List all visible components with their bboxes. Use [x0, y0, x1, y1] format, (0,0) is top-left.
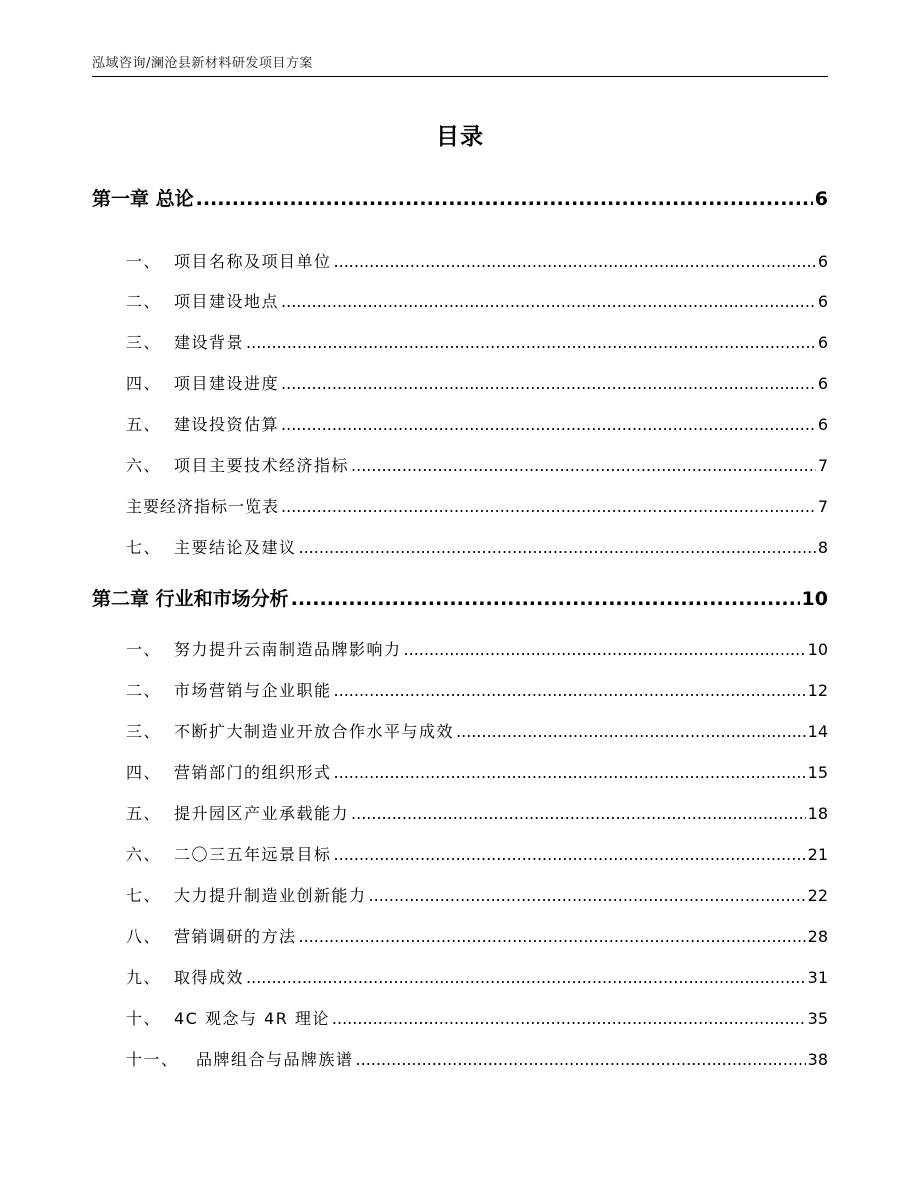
- toc-item[interactable]: [126, 535, 828, 558]
- toc-item[interactable]: [126, 965, 828, 988]
- toc-item-label: 建设背景: [174, 333, 245, 352]
- toc-item[interactable]: [126, 494, 828, 517]
- toc-page-number: 21: [807, 845, 828, 864]
- toc-item[interactable]: [126, 760, 828, 783]
- toc-item-label: 营销部门的组织形式: [174, 763, 332, 782]
- toc-item[interactable]: [126, 1006, 828, 1029]
- dot-leader: [356, 1050, 806, 1069]
- toc-item-label: 取得成效: [174, 968, 245, 987]
- dot-leader: [281, 415, 816, 434]
- dot-leader: [246, 333, 816, 352]
- dot-leader: [404, 640, 806, 659]
- toc-item[interactable]: [126, 719, 828, 742]
- page-header: 泓域咨询/澜沧县新材料研发项目方案: [92, 56, 313, 71]
- toc-item[interactable]: [126, 330, 828, 353]
- dot-leader: [456, 722, 806, 741]
- toc-page-number: 31: [807, 968, 828, 987]
- dot-leader: [334, 763, 806, 782]
- toc-chapter-label: 第二章 行业和市场分析: [92, 588, 289, 610]
- toc-page-number: 38: [807, 1050, 828, 1069]
- toc-item-label: 项目建设进度: [174, 374, 280, 393]
- dot-leader: [334, 681, 806, 700]
- toc-item-label: 项目名称及项目单位: [174, 252, 332, 271]
- toc-item[interactable]: [126, 289, 828, 312]
- toc-item-label: 4C 观念与 4R 理论: [174, 1009, 330, 1028]
- dot-leader: [281, 497, 816, 516]
- toc-page-number: 15: [807, 763, 828, 782]
- dot-leader: [196, 188, 813, 210]
- toc-item[interactable]: [126, 801, 828, 824]
- toc-item-number: 十、: [126, 1009, 162, 1028]
- toc-item-number: 九、: [126, 968, 162, 987]
- toc-item-number: 七、: [126, 886, 162, 905]
- toc-page-number: 6: [817, 374, 828, 393]
- toc-item-label: 建设投资估算: [174, 415, 280, 434]
- toc-page-number: 6: [814, 188, 828, 210]
- dot-leader: [351, 456, 816, 475]
- toc-item-number: 四、: [126, 763, 162, 782]
- toc-item[interactable]: [126, 249, 828, 272]
- toc-item-label: 努力提升云南制造品牌影响力: [174, 640, 402, 659]
- toc-item-number: 五、: [126, 804, 162, 823]
- toc-item-number: 一、: [126, 640, 162, 659]
- dot-leader: [351, 804, 806, 823]
- toc-page-number: 28: [807, 927, 828, 946]
- toc-item-label: 二〇三五年远景目标: [174, 845, 332, 864]
- dot-leader: [281, 292, 816, 311]
- toc-item[interactable]: [126, 678, 828, 701]
- toc-item[interactable]: [126, 842, 828, 865]
- toc-item-label: 营销调研的方法: [174, 927, 297, 946]
- toc-item[interactable]: [126, 883, 828, 906]
- dot-leader: [299, 538, 816, 557]
- toc-page-number: 12: [807, 681, 828, 700]
- header-divider: [92, 76, 828, 77]
- toc-item-label: 主要经济指标一览表: [126, 497, 280, 516]
- toc-item-label: 项目建设地点: [174, 292, 280, 311]
- toc-item[interactable]: [126, 924, 828, 947]
- toc-item[interactable]: [126, 412, 828, 435]
- toc-item-label: 提升园区产业承载能力: [174, 804, 350, 823]
- toc-page-number: 10: [801, 588, 828, 610]
- toc-page-number: 6: [817, 252, 828, 271]
- toc-item-number: 六、: [126, 456, 162, 475]
- dot-leader: [291, 588, 800, 610]
- toc-page-number: 6: [817, 415, 828, 434]
- toc-chapter-label: 第一章 总论: [92, 188, 194, 210]
- toc-item-number: 八、: [126, 927, 162, 946]
- toc-item-number: 四、: [126, 374, 162, 393]
- toc-item[interactable]: [126, 371, 828, 394]
- toc-item-label: 项目主要技术经济指标: [174, 456, 350, 475]
- toc-item-label: 主要结论及建议: [174, 538, 297, 557]
- toc-page-number: 35: [807, 1009, 828, 1028]
- toc-chapter-2[interactable]: [92, 584, 828, 611]
- dot-leader: [369, 886, 806, 905]
- toc-item-number: 七、: [126, 538, 162, 557]
- toc-item[interactable]: [126, 453, 828, 476]
- dot-leader: [299, 927, 806, 946]
- toc-item-number: 三、: [126, 722, 162, 741]
- dot-leader: [281, 374, 816, 393]
- toc-page-number: 10: [807, 640, 828, 659]
- toc-item-label: 大力提升制造业创新能力: [174, 886, 367, 905]
- toc-item-label: 品牌组合与品牌族谱: [196, 1050, 354, 1069]
- toc-item[interactable]: [126, 637, 828, 660]
- dot-leader: [334, 252, 816, 271]
- toc-item-number: 一、: [126, 252, 162, 271]
- toc-chapter-1[interactable]: [92, 184, 828, 211]
- toc-page-number: 6: [817, 292, 828, 311]
- toc-item-number: 六、: [126, 845, 162, 864]
- toc-page-number: 6: [817, 333, 828, 352]
- toc-item-label: 市场营销与企业职能: [174, 681, 332, 700]
- toc-page-number: 7: [817, 456, 828, 475]
- toc-page-number: 8: [817, 538, 828, 557]
- toc-item-number: 二、: [126, 681, 162, 700]
- toc-item-number: 三、: [126, 333, 162, 352]
- dot-leader: [332, 1009, 806, 1028]
- dot-leader: [334, 845, 806, 864]
- toc-page-number: 18: [807, 804, 828, 823]
- toc-item-number: 十一、: [126, 1050, 179, 1069]
- toc-item-label: 不断扩大制造业开放合作水平与成效: [174, 722, 455, 741]
- toc-item-number: 二、: [126, 292, 162, 311]
- dot-leader: [246, 968, 806, 987]
- toc-title: 目录: [436, 124, 484, 150]
- toc-page-number: 22: [807, 886, 828, 905]
- toc-page-number: 7: [817, 497, 828, 516]
- toc-page-number: 14: [807, 722, 828, 741]
- toc-item[interactable]: [126, 1047, 828, 1070]
- toc-item-number: 五、: [126, 415, 162, 434]
